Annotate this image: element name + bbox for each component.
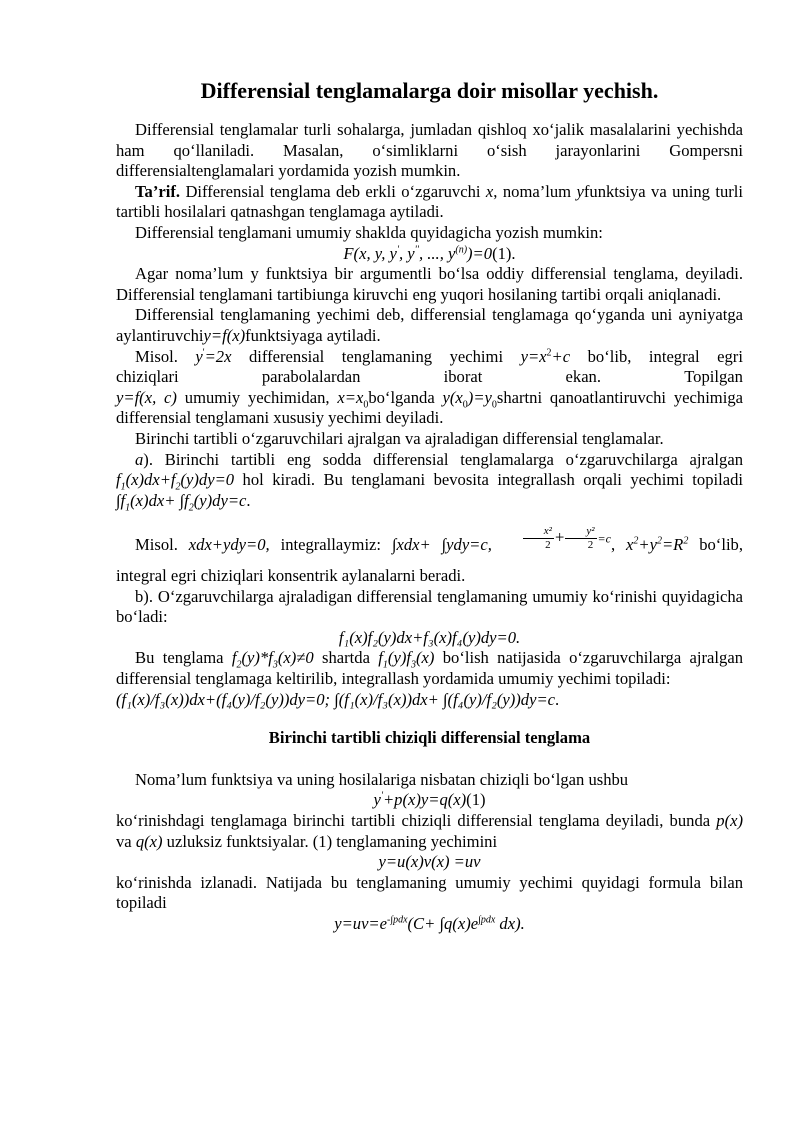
linear-solution-text: ko‘rinishda izlanadi. Natijada bu tenglamaning umumiy yechimi quyidagi formula bilan topiladi bbox=[116, 872, 743, 913]
fraction-numerator: y² bbox=[565, 525, 596, 539]
word: chiziqlari bbox=[116, 367, 179, 387]
eq-sup: ∫pdx bbox=[478, 914, 496, 926]
eq-sub: 0 bbox=[462, 399, 468, 411]
text: funktsiya va uning turli tartibli hosilalari qatnashgan tenglamaga aytiladi. bbox=[116, 181, 743, 222]
linear-definition bbox=[116, 811, 743, 852]
plus-sign: + bbox=[554, 527, 565, 547]
fraction-denominator: 2 bbox=[545, 538, 551, 551]
example1-paragraph bbox=[116, 347, 743, 429]
example2-paragraph bbox=[116, 524, 743, 586]
word: Topilgan bbox=[684, 367, 743, 387]
label: a bbox=[135, 449, 144, 469]
eq-sub: 3 bbox=[410, 659, 416, 671]
eq-part: +c bbox=[551, 346, 571, 366]
eq-sup: 2 bbox=[656, 535, 662, 547]
eq: ∫f bbox=[116, 490, 126, 510]
text: . bbox=[246, 490, 251, 510]
fraction-denominator: 2 bbox=[587, 538, 594, 551]
eq: ∫xdx+ ∫ydy=c, bbox=[391, 535, 492, 555]
word: yechimi bbox=[449, 346, 504, 366]
section-heading: Birinchi tartibli chiziqli differensial tenglama bbox=[268, 728, 591, 748]
part-b-equation bbox=[116, 628, 743, 649]
text: Bu tenglama bbox=[135, 648, 232, 668]
eq-sup: (n) bbox=[455, 244, 468, 256]
eq-part: =2x bbox=[204, 346, 232, 366]
word: Misol. bbox=[135, 346, 178, 366]
eq-sup: -∫pdx bbox=[387, 914, 408, 926]
eq-sub: 2 bbox=[175, 481, 181, 493]
eq-sub: 1 bbox=[120, 481, 126, 493]
text: bo‘lib, integral egri chiziqlari konsentrik aylanalarni beradi. bbox=[116, 535, 743, 585]
eq: f bbox=[378, 648, 383, 668]
eq-part: y=x bbox=[520, 346, 547, 366]
eq: =R bbox=[661, 535, 684, 555]
eq: (x)≠0 bbox=[277, 648, 314, 668]
text: Misol. bbox=[135, 535, 189, 555]
eq-sub: 1 bbox=[382, 659, 388, 671]
eq bbox=[521, 347, 571, 368]
fraction-x bbox=[523, 525, 554, 552]
text: ). Birinchi tartibli eng sodda differensial tenglamalarga o‘zgaruvchilarga ajralgan bbox=[143, 449, 743, 469]
eq-sub: 2 bbox=[188, 502, 194, 513]
definition-paragraph bbox=[116, 182, 743, 223]
word: tenglamaning bbox=[341, 346, 433, 366]
solution-paragraph bbox=[116, 305, 743, 346]
eq-sup: ' bbox=[380, 790, 383, 802]
eq: xdx+ydy=0, bbox=[188, 535, 270, 555]
general-solution-formula bbox=[116, 914, 743, 935]
example1-line3 bbox=[116, 388, 743, 429]
eq: y=u(x)v(x) =uv bbox=[378, 852, 481, 872]
text: , noma’lum bbox=[493, 181, 577, 201]
eq: dx). bbox=[495, 913, 525, 933]
linear-equation bbox=[116, 790, 743, 811]
intro-paragraph: Differensial tenglamalar turli sohalarga, jumladan qishloq xo‘jalik masalalarini yechishda ham qo‘llaniladi. Masalan, o‘simliklarni o‘sish jarayonlarini Gompersni differensialtenglamalari yordamida yozish mumkin. bbox=[116, 120, 743, 181]
text: umumiy yechimidan, bbox=[176, 387, 338, 407]
eq: f₁(x)f₂(y)dx+f₃(x)f₄(y)dy=0. bbox=[338, 627, 521, 647]
eq-sub: 2 bbox=[236, 659, 242, 671]
general-form-intro: Differensial tenglamani umumiy shaklda quyidagicha yozish mumkin: bbox=[135, 222, 603, 242]
part-b-paragraph: b). O‘zgaruvchilarga ajraladigan differensial tenglamaning umumiy ko‘rinishi quyidagicha bo‘ladi: bbox=[116, 586, 743, 627]
text: Differensial tenglama deb erkli o‘zgaruvchi bbox=[180, 181, 486, 201]
eq: =c bbox=[597, 531, 611, 546]
eq-part: )=0 bbox=[467, 243, 493, 263]
eq: (y)dy=c bbox=[193, 490, 247, 510]
ordinary-paragraph: Agar noma’lum y funktsiya bir argumentli bo‘lsa oddiy differensial tenglama, deyiladi. Differensial tenglamani tartibiunga kiruvchi eng yuqori hosilaning tartibi orqali aniqlanadi. bbox=[116, 264, 743, 304]
part-a-paragraph bbox=[116, 450, 743, 512]
eq: (x)dx+ ∫f bbox=[130, 490, 189, 510]
first-order-heading: Birinchi tartibli o‘zgaruvchilari ajralgan va ajraladigan differensial tenglamalar. bbox=[135, 428, 664, 448]
word: iborat bbox=[443, 367, 483, 387]
eq: (x)dx+f bbox=[125, 470, 176, 490]
word: integral bbox=[648, 346, 700, 366]
eq: y(x bbox=[442, 387, 463, 407]
fraction-y bbox=[565, 525, 596, 552]
text: va bbox=[116, 831, 136, 851]
eq: y=uv=e bbox=[334, 913, 387, 933]
fraction-equation bbox=[503, 525, 611, 552]
text: shartda bbox=[313, 648, 379, 668]
eq-part: , y bbox=[399, 243, 415, 263]
word: bo‘lib, bbox=[587, 346, 632, 366]
text: Differensial tenglamaning yechimi deb, differensial tenglamaga qo‘yganda uni ayniyatga aylantiruvchi bbox=[116, 305, 743, 345]
eq bbox=[195, 347, 231, 368]
eq-sub: 0 bbox=[491, 399, 497, 411]
text: bo‘lish natijasida o‘zgaruvchilarga ajralgan differensial tenglamaga keltirilib, integrallash yordamida umumiy yechimi topiladi: bbox=[116, 648, 743, 688]
eq: (y)f bbox=[387, 648, 411, 668]
eq: +p(x)y=q(x) bbox=[382, 790, 467, 810]
eq-sup: ' bbox=[202, 347, 205, 358]
word: egri bbox=[717, 346, 743, 366]
eq-part: , ..., y bbox=[418, 243, 456, 263]
page-title: Differensial tenglamalarga doir misollar yechish. bbox=[200, 78, 659, 103]
word: differensial bbox=[248, 346, 325, 366]
text: . bbox=[555, 689, 560, 709]
eq: f bbox=[231, 648, 237, 668]
eq-sup: ' bbox=[396, 244, 399, 256]
eq: )=y bbox=[467, 387, 492, 407]
part-b2-paragraph bbox=[116, 648, 743, 689]
eq-sup: 2 bbox=[683, 535, 689, 547]
eq-sup: 2 bbox=[546, 347, 552, 358]
var-x: x bbox=[485, 181, 494, 201]
eq-number: (1) bbox=[466, 790, 486, 810]
var-y: y bbox=[576, 181, 584, 201]
eq: (f₁(x)/f₃(x))dx+(f₄(y)/f₂(y))dy=0; ∫(f₁(x)/f₃(x))dx+ ∫(f₄(y)/f₂(y))dy=c bbox=[116, 689, 556, 709]
substitution-equation bbox=[116, 852, 743, 873]
word: parabolalardan bbox=[261, 367, 361, 387]
document-page bbox=[116, 60, 743, 934]
eq: +y bbox=[638, 535, 657, 555]
text: funktsiyaga aytiladi. bbox=[245, 325, 381, 345]
eq: y=f(x, c) bbox=[116, 387, 177, 407]
eq: y bbox=[373, 790, 381, 810]
eq: (x) bbox=[415, 648, 435, 668]
text: shartni qanoatlantiruvchi yechimiga differensial tenglamani xususiy yechimi deyiladi. bbox=[116, 387, 743, 428]
eq-sub: 1 bbox=[125, 502, 131, 513]
eq: q(x) bbox=[135, 831, 163, 851]
text: ko‘rinishdagi tenglamaga birinchi tartibli chiziqli differensial tenglama deyiladi, bunda bbox=[116, 810, 717, 830]
eq-number: (1). bbox=[492, 243, 516, 263]
separated-solution-equation bbox=[116, 690, 743, 711]
definition-label: Ta’rif. bbox=[135, 181, 181, 201]
eq-part: F(x, y, y bbox=[343, 243, 397, 263]
text: uzluksiz funktsiyalar. (1) tenglamaning yechimini bbox=[162, 831, 498, 851]
eq-sup: 2 bbox=[633, 535, 639, 547]
text: bo‘lganda bbox=[368, 387, 443, 407]
fraction-numerator: x² bbox=[523, 525, 554, 539]
eq: f bbox=[116, 470, 121, 490]
text: integrallaymiz: bbox=[269, 535, 392, 555]
example1-line1 bbox=[116, 347, 743, 368]
eq: (y)dy=0 bbox=[180, 470, 235, 490]
eq-sup: '' bbox=[414, 244, 419, 256]
eq-sub: 0 bbox=[363, 399, 369, 411]
general-form-equation bbox=[116, 244, 743, 265]
text: hol kiradi. Bu tenglamani bevosita integrallash orqali yechimi topiladi bbox=[234, 470, 743, 490]
eq: x bbox=[626, 535, 634, 555]
eq: (C+ ∫q(x)e bbox=[407, 913, 479, 933]
eq: y=f(x) bbox=[203, 325, 246, 345]
eq-part: y bbox=[195, 346, 203, 366]
linear-intro: Noma’lum funktsiya va uning hosilalariga nisbatan chiziqli bo‘lgan ushbu bbox=[135, 769, 629, 789]
eq: x=x bbox=[337, 387, 364, 407]
text: , bbox=[610, 535, 627, 555]
example1-line2 bbox=[116, 367, 743, 388]
eq: (y)*f bbox=[241, 648, 273, 668]
eq-sub: 3 bbox=[272, 659, 278, 671]
eq: p(x) bbox=[716, 810, 743, 830]
word: ekan. bbox=[565, 367, 602, 387]
